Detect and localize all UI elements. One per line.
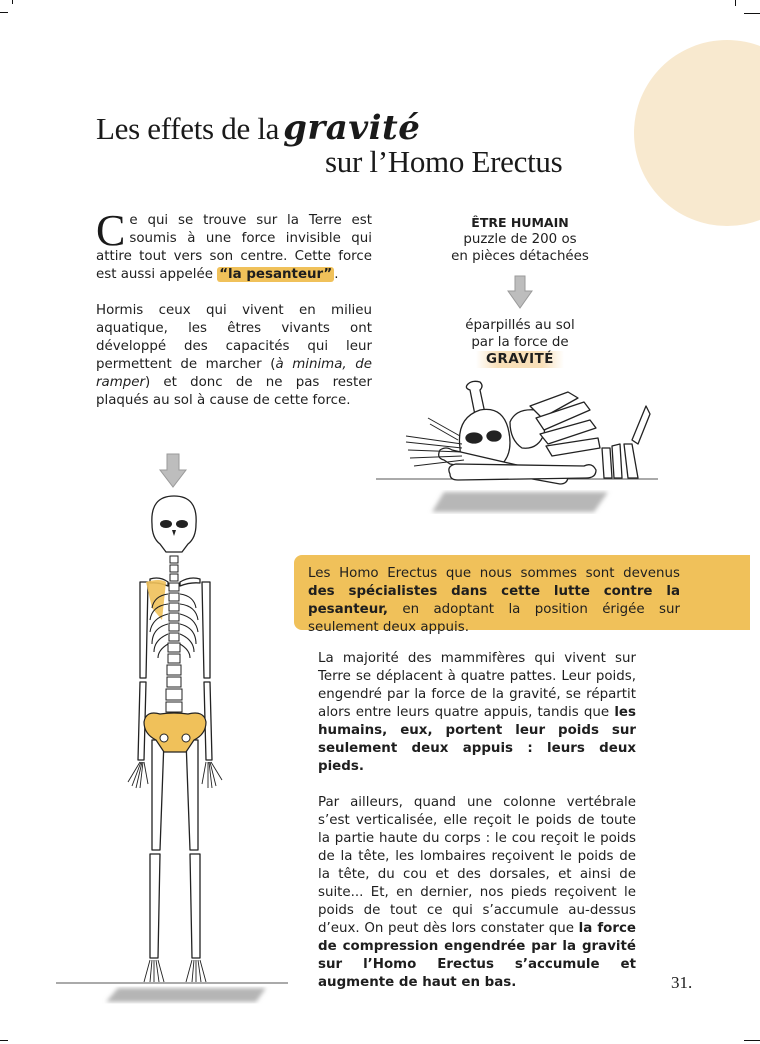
crop-mark bbox=[0, 12, 8, 13]
intro-paragraph-1: Ce qui se trouve sur la Terre est soumis à une force invisible qui attire tout vers son centre. Cette force est aussi appelée “la pesanteur” . bbox=[96, 206, 372, 282]
page-title bbox=[96, 108, 420, 148]
crop-mark bbox=[744, 13, 760, 14]
main-paragraph-2: Par ailleurs, quand une colonne vertébrale s’est verticalisée, elle reçoit le poids de toute la partie haute du corps : le cou reçoit le poids de la tête, les lombaires reçoivent le poids de la tête, du cou et des dorsales, et ainsi de suite... Et, en dernier, nos pieds reçoivent le poids de tout ce qui s’accumule au-dessus d’eux. On peut dès lors constater que la force de compression engendrée par la gravité sur l’Homo Erectus s’accumule et augmente de haut en bas. bbox=[318, 795, 637, 990]
gravity-highlight: GRAVITÉ bbox=[476, 351, 564, 368]
page-number: 31. bbox=[671, 973, 693, 992]
main-text bbox=[318, 650, 636, 992]
page-subtitle: sur l’Homo Erectus bbox=[325, 144, 563, 179]
diagram-heading: ÊTRE HUMAIN bbox=[471, 215, 569, 230]
crop-mark bbox=[735, 0, 736, 6]
title-prefix: Les effets de la bbox=[96, 111, 280, 146]
arrow-down-icon bbox=[160, 454, 186, 487]
crop-mark bbox=[12, 0, 13, 4]
crop-mark bbox=[0, 1040, 8, 1041]
callout-text: Les Homo Erectus que nous sommes sont devenus des spécialistes dans cette lutte contre la pesanteur, en adoptant la position érigée sur seulement deux appuis. bbox=[308, 566, 680, 635]
intro-text bbox=[96, 206, 372, 410]
bones-diagram-caption: ÊTRE HUMAIN puzzle de 200 os en pièces détachées éparpillés au sol par la force de GRAVITÉ bbox=[440, 214, 600, 368]
main-paragraph-1: La majorité des mammifères qui vivent sur Terre se déplacent à quatre pattes. Leur poids, engendré par la force de la gravité, se répartit alors entre leurs quatre appuis, tandis que les humains, eux, portent leur poids sur seulement deux appuis : leurs deux pieds. bbox=[318, 651, 636, 774]
crop-mark bbox=[744, 1040, 760, 1041]
scattered-bones-illustration bbox=[376, 378, 666, 518]
pesanteur-highlight: “la pesanteur” bbox=[219, 267, 333, 282]
decorative-circle bbox=[634, 40, 760, 226]
standing-skeleton-illustration bbox=[56, 452, 296, 1012]
title-script-word: gravité bbox=[283, 108, 421, 148]
arrow-down-icon bbox=[507, 275, 533, 309]
key-message-callout bbox=[294, 555, 750, 635]
intro-paragraph-2: Hormis ceux qui vivent en milieu aquatique, les êtres vivants ont développé des capacités qui leur permettent de marcher (à minima, de ramper) et donc de ne pas rester plaqués au sol à cause de cette force. bbox=[96, 303, 372, 408]
drop-cap: C bbox=[96, 206, 126, 255]
